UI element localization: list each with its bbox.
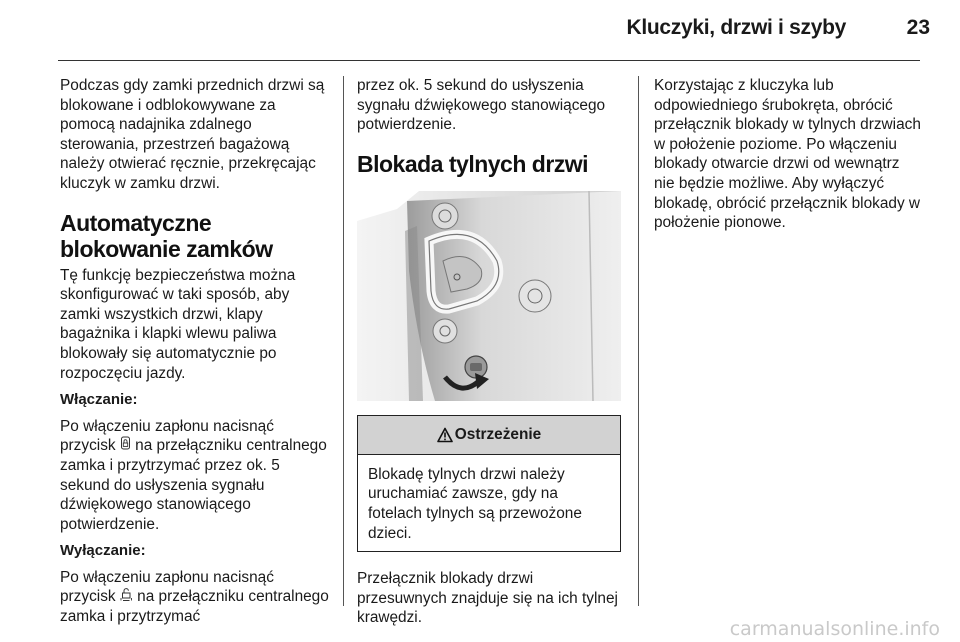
disable-instructions	[60, 568, 330, 627]
section-title: Kluczyki, drzwi i szyby	[626, 16, 846, 39]
disable-text-start: Po włączeniu zapłonu nacisnąć przycisk	[60, 568, 274, 606]
column-right	[654, 76, 924, 233]
feature-description: Tę funkcję bezpieczeństwa można skonfigurować w taki sposób, aby zamki wszystkich drzwi, klapy bagażnika i klapki wlewu paliwa blokowały się automatycznie po rozpoczęciu jazdy.	[60, 266, 296, 382]
column-middle	[357, 76, 625, 628]
lock-icon	[120, 436, 131, 456]
warning-text: Blokadę tylnych drzwi należy uruchamiać zawsze, gdy na fotelach tylnych są przewożone dzieci.	[368, 465, 582, 542]
child-lock-heading: Blokada tylnych drzwi	[357, 150, 589, 177]
switch-instructions: Korzystając z kluczyka lub odpowiedniego śrubokręta, obrócić przełącznik blokady w tylnych drzwiach w położenie poziome. Po włączeniu blokady otwarcie drzwi od wewnątrz nie będzie możliwe. Aby wyłączyć blokadę, obrócić przełącznik blokady w położenie pionowe.	[654, 77, 921, 232]
column-divider	[638, 76, 639, 606]
warning-title: Ostrzeżenie	[454, 425, 542, 443]
enable-text-end: na przełączniku centralnego zamka i przytrzymać przez ok. 5 sekund do usłyszenia sygnału dźwiękowego stanowiącego potwierdzenie.	[60, 437, 327, 533]
enable-text-start: Po włączeniu zapłonu nacisnąć przycisk	[60, 417, 274, 455]
continued-paragraph: przez ok. 5 sekund do usłyszenia sygnału dźwiękowego stanowiącego potwierdzenie.	[357, 77, 606, 134]
warning-header	[358, 416, 620, 455]
watermark: carmanualsonline.info	[729, 618, 940, 640]
disable-label: Wyłączanie:	[60, 542, 146, 560]
page-number: 23	[906, 16, 930, 39]
switch-location-paragraph: Przełącznik blokady drzwi przesuwnych znajduje się na ich tylnej krawędzi.	[357, 570, 618, 627]
warning-box	[357, 415, 621, 552]
unlock-icon	[120, 587, 133, 607]
enable-label: Włączanie:	[60, 391, 138, 409]
intro-paragraph: Podczas gdy zamki przednich drzwi są blokowane i odblokowywane za pomocą nadajnika zdalnego sterowania, przestrzeń bagażową należy otwierać ręcznie, przekręcając kluczyk w zamku drzwi.	[60, 77, 325, 192]
header-divider	[58, 60, 920, 61]
disable-text-end: na przełączniku centralnego zamka i przytrzymać	[60, 588, 329, 626]
column-divider	[343, 76, 344, 606]
enable-instructions	[60, 417, 330, 535]
warning-body	[358, 455, 620, 551]
column-left	[60, 76, 330, 627]
section-heading: Automatyczne blokowanie zamków	[60, 209, 273, 262]
child-lock-illustration	[357, 191, 621, 401]
warning-triangle-icon	[437, 427, 453, 443]
